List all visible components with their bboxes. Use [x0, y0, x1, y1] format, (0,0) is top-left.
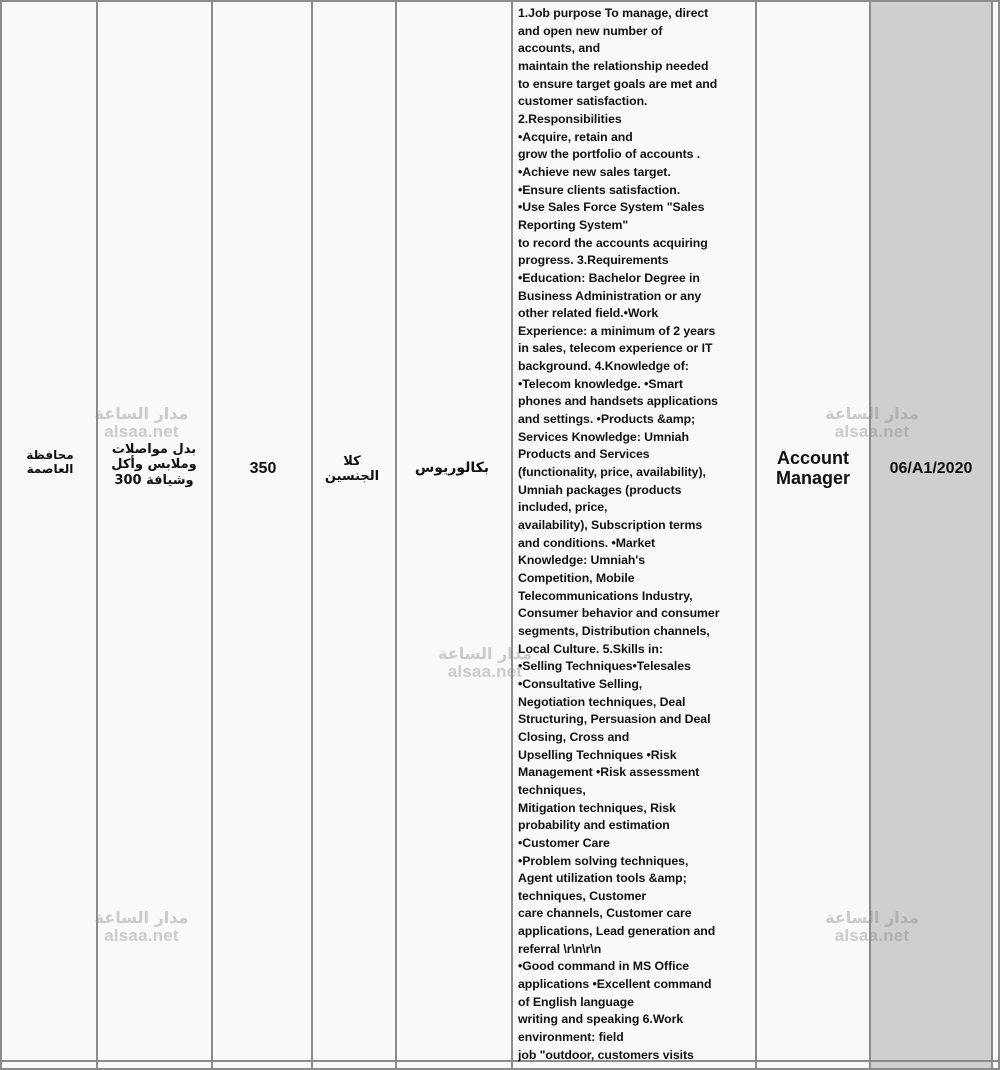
watermark-arabic: مدار الساعة: [825, 404, 919, 423]
allowances-cell: بدل مواصلات وملابس وأكل وشيافة 300: [111, 442, 197, 488]
watermark-site: alsaa.net: [834, 925, 910, 945]
watermark-site: alsaa.net: [447, 661, 523, 681]
job-description-cell: 1.Job purpose To manage, direct and open new number of accounts, and maintain the relationship needed to ensure target goals are met and customer satisfaction. 2.Responsibilities •Acquire, retain and grow the portfolio of accounts . •Achieve new sales target. •Ensure clients satisfaction. •Use Sales Force System "Sales Reporting System" to record the accounts acquiring progress. 3.Requirements •Education: Bachelor Degree in Business Administration or any other related field.•Work Experience: a minimum of 2 years in sales, telecom experience or IT background. 4.Knowledge of: •Telecom knowledge. •Smart phones and handsets applications and settings. •Products &amp; Services Knowledge: Umniah Products and Services (functionality, price, availability), Umniah packages (products included, price, availability), Subscription terms and conditions. •Market Knowledge: Umniah's Competition, Mobile Telecommunications Industry, Consumer behavior and consumer segments, Distribution channels, Local Culture. 5.Skills in: •Selling Techniques•Telesales •Consultative Selling, Negotiation techniques, Deal Structuring, Persuasion and Deal Closing, Cross and Upselling Techniques •Risk Management •Risk assessment techniques, Mitigation techniques, Risk probability and estimation •Customer Care •Problem solving techniques, Agent utilization tools &amp; techniques, Customer care channels, Customer care applications, Lead generation and referral \r\n\r\n •Good command in MS Office applications •Excellent command of English language writing and speaking 6.Work environment: field job "outdoor, customers visits: [518, 6, 720, 1062]
date-cell: 06/A1/2020: [889, 460, 973, 477]
column-divider: [511, 2, 513, 1068]
watermark-site: alsaa.net: [104, 421, 179, 441]
watermark-arabic: مدار الساعة: [94, 404, 189, 423]
row-bottom-border: [2, 1060, 998, 1062]
gender-cell: كلا الجنسين: [324, 454, 380, 485]
column-divider: [869, 2, 871, 1068]
column-divider: [311, 2, 313, 1068]
watermark: [94, 406, 189, 441]
date-column-shading: [870, 2, 992, 1068]
column-divider: [991, 2, 993, 1068]
watermark-site: alsaa.net: [834, 421, 910, 441]
salary-cell: 350: [249, 460, 277, 477]
watermark-arabic: مدار الساعة: [825, 908, 919, 927]
job-title-cell: Account Manager: [775, 448, 851, 488]
column-divider: [395, 2, 397, 1068]
column-divider: [755, 2, 757, 1068]
column-divider: [96, 2, 98, 1068]
degree-cell: بكالوريوس: [414, 460, 490, 476]
watermark-arabic: مدار الساعة: [94, 908, 189, 927]
watermark-site: alsaa.net: [104, 925, 179, 945]
column-divider: [211, 2, 213, 1068]
governorate-cell: محافظة العاصمة: [26, 448, 74, 477]
watermark: [94, 910, 189, 945]
watermark-arabic: مدار الساعة: [438, 644, 532, 663]
